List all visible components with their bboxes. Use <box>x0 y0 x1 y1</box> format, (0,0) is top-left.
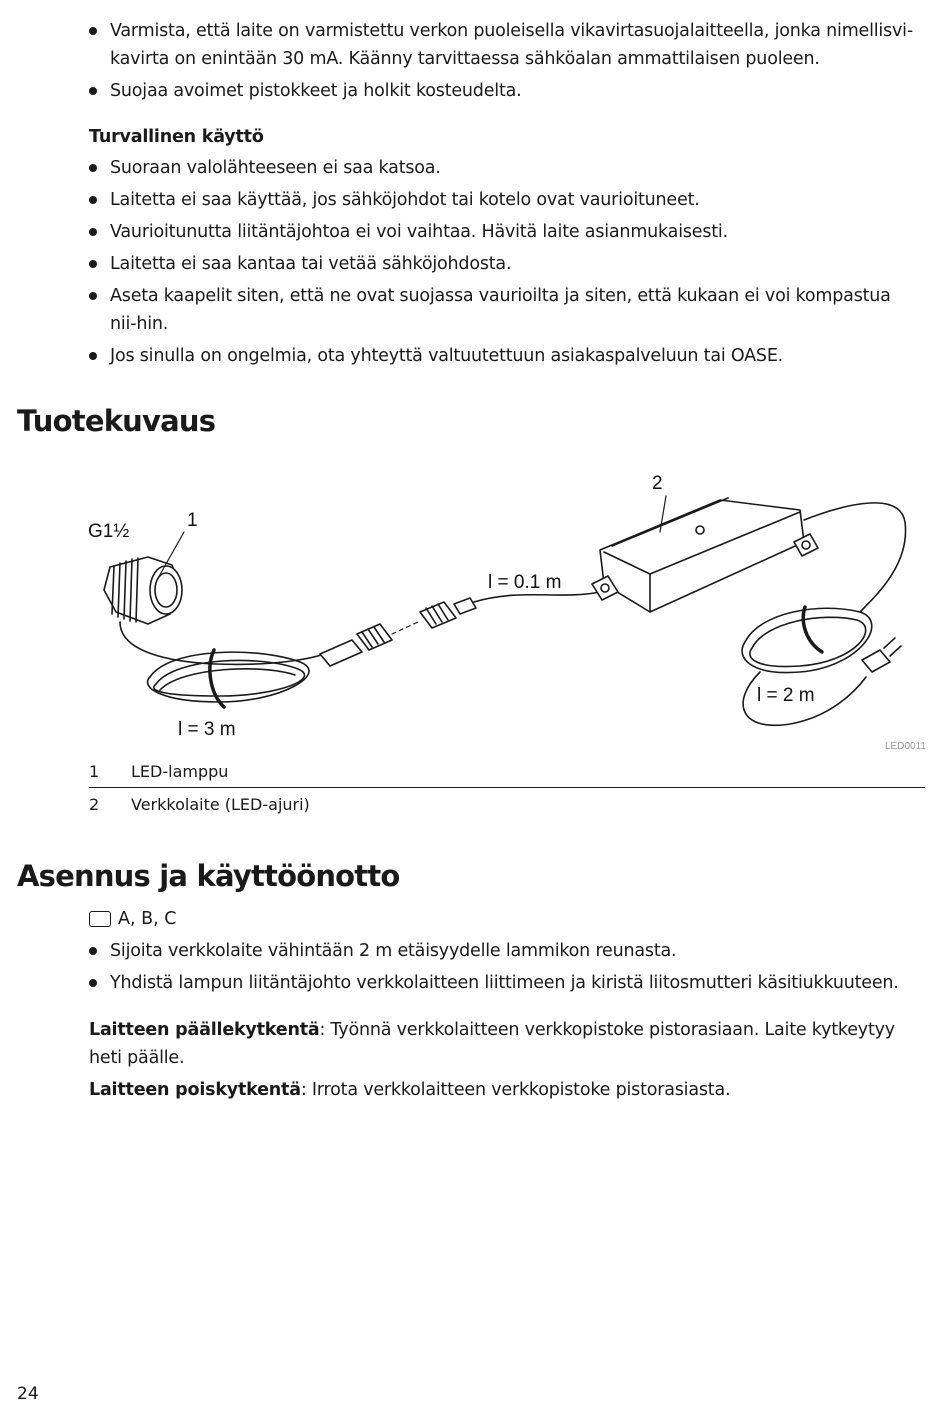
list-item: Laitetta ei saa kantaa tai vetää sähköjohdosta. <box>89 250 919 278</box>
mid-cable-length-label: l = 0.1 m <box>488 572 562 593</box>
figure-reference <box>89 905 176 933</box>
led-driver-drawing <box>592 496 818 612</box>
figure-code: LED0011 <box>885 741 926 752</box>
legend-text: LED-lamppu <box>131 762 229 781</box>
thread-size-label: G1½ <box>88 521 130 542</box>
list-item: Sijoita verkkolaite vähintään 2 m etäisyydelle lammikon reunasta. <box>89 937 929 965</box>
list-item: Vaurioitunutta liitäntäjohtoa ei voi vaihtaa. Hävitä laite asianmukaisesti. <box>89 218 919 246</box>
list-item: Suoraan valolähteeseen ei saa katsoa. <box>89 154 919 182</box>
product-description-heading: Tuotekuvaus <box>17 404 216 438</box>
callout-2-label: 2 <box>652 473 663 494</box>
list-item: Laitetta ei saa käyttää, jos sähköjohdot tai kotelo ovat vaurioituneet. <box>89 186 919 214</box>
list-item: Jos sinulla on ongelmia, ota yhteyttä valtuutettuun asiakaspalveluun tai OASE. <box>89 342 919 370</box>
picture-icon <box>89 911 111 927</box>
list-item: Varmista, että laite on varmistettu verkon puoleisella vikavirtasuojalaitteella, jonka nimellisvi-kavirta on enintään 30 mA. Käänny tarvittaessa sähköalan ammattilaisen puoleen. <box>89 17 919 73</box>
product-illustration <box>0 462 950 762</box>
switch-on-label: Laitteen päällekytkentä <box>89 1020 320 1040</box>
switch-on-paragraph <box>89 1016 929 1072</box>
power-cable-length-label: l = 2 m <box>757 685 815 706</box>
top-bullet-list <box>89 17 919 109</box>
safe-use-heading: Turvallinen käyttö <box>89 127 264 147</box>
switch-off-paragraph <box>89 1076 929 1104</box>
legend-number: 2 <box>89 795 100 814</box>
legend-row <box>89 789 925 820</box>
list-item: Aseta kaapelit siten, että ne ovat suojassa vaurioilta ja siten, että kukaan ei voi kompastua nii-hin. <box>89 282 919 338</box>
switch-on-text: : Työnnä verkkolaitteen verkkopistoke pistorasiaan. Laite kytkeytyy heti päälle. <box>89 1020 895 1068</box>
legend-text: Verkkolaite (LED-ajuri) <box>131 795 310 814</box>
list-item: Yhdistä lampun liitäntäjohto verkkolaitteen liittimeen ja kiristä liitosmutteri käsitiukkuuteen. <box>89 969 929 997</box>
led-lamp-drawing <box>104 557 182 624</box>
figure-reference-text: A, B, C <box>118 909 177 929</box>
legend-row <box>89 756 925 788</box>
lamp-cable-length-label: l = 3 m <box>178 719 236 740</box>
list-item: Suojaa avoimet pistokkeet ja holkit kosteudelta. <box>89 77 919 105</box>
switch-off-label: Laitteen poiskytkentä <box>89 1080 301 1100</box>
safe-use-list <box>89 154 919 374</box>
installation-list <box>89 937 929 1001</box>
switch-off-text: : Irrota verkkolaitteen verkkopistoke pistorasiasta. <box>300 1080 731 1100</box>
legend-number: 1 <box>89 762 100 781</box>
cable-connectors <box>320 592 600 666</box>
installation-heading: Asennus ja käyttöönotto <box>17 859 400 893</box>
page-number: 24 <box>17 1384 39 1404</box>
lamp-cable-coil <box>120 622 330 707</box>
callout-1-label: 1 <box>187 510 198 531</box>
